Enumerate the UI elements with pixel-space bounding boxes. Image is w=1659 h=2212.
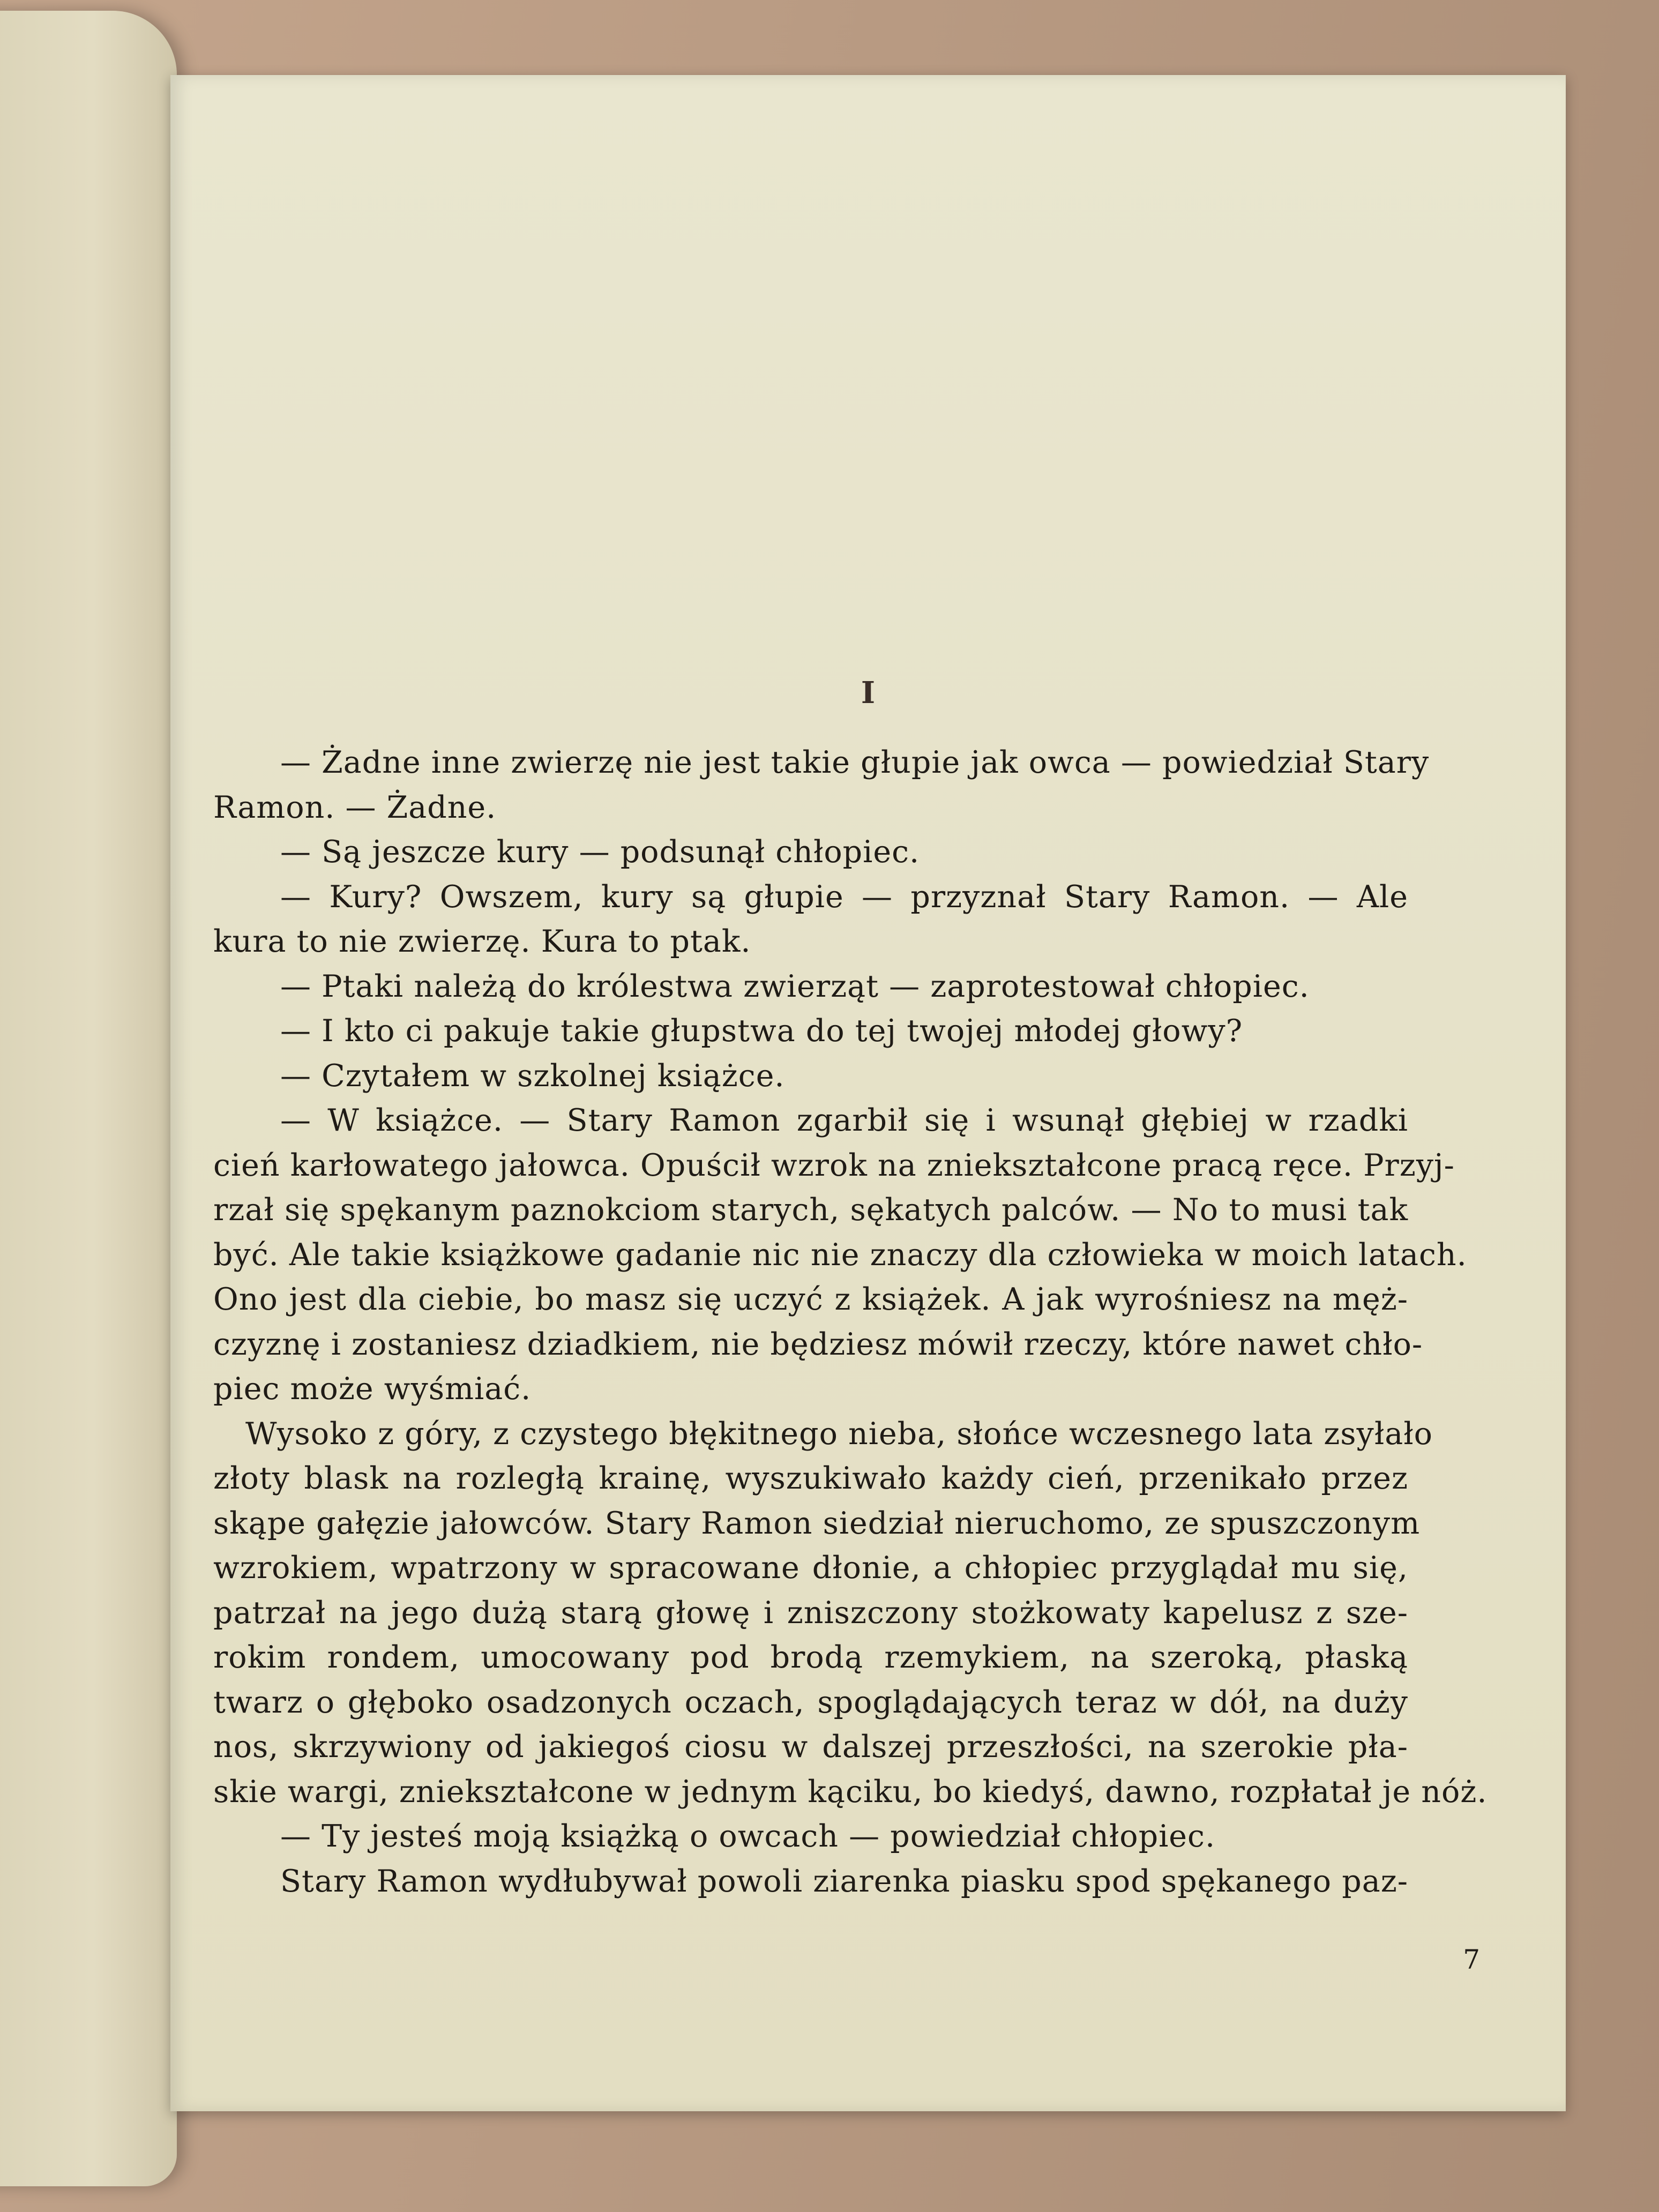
- text-line: patrzał na jego dużą starą głowę i zniszczony stożkowaty kapelusz z sze-: [213, 1595, 1408, 1631]
- text-line: — Ptaki należą do królestwa zwierząt — zaprotestował chłopiec.: [280, 968, 1310, 1004]
- text-line: cień karłowatego jałowca. Opuścił wzrok na zniekształcone pracą ręce. Przyj-: [213, 1147, 1455, 1183]
- text-line: — Ty jesteś moją książką o owcach — powiedział chłopiec.: [280, 1819, 1216, 1854]
- text-line: twarz o głęboko osadzonych oczach, spoglądających teraz w dół, na duży: [213, 1684, 1408, 1720]
- page-number: 7: [1463, 1944, 1480, 1975]
- page-text: [213, 741, 1488, 1904]
- text-line: czyznę i zostaniesz dziadkiem, nie będziesz mówił rzeczy, które nawet chło-: [213, 1326, 1423, 1362]
- text-line: Wysoko z góry, z czystego błękitnego nieba, słońce wczesnego lata zsyłało: [245, 1416, 1433, 1452]
- text-line: Ramon. — Żadne.: [213, 789, 497, 825]
- text-line: Stary Ramon wydłubywał powoli ziarenka piasku spod spękanego paz-: [280, 1863, 1408, 1899]
- text-line: rzał się spękanym paznokciom starych, sękatych palców. — No to musi tak: [213, 1192, 1408, 1228]
- text-line: skie wargi, zniekształcone w jednym kąciku, bo kiedyś, dawno, rozpłatał je nóż.: [213, 1774, 1488, 1810]
- text-line: — Kury? Owszem, kury są głupie — przyznał Stary Ramon. — Ale: [280, 879, 1408, 915]
- text-line: — I kto ci pakuje takie głupstwa do tej twojej młodej głowy?: [280, 1013, 1243, 1049]
- text-line: piec może wyśmiać.: [213, 1371, 532, 1407]
- text-line: skąpe gałęzie jałowców. Stary Ramon siedział nieruchomo, ze spuszczonym: [213, 1505, 1421, 1541]
- text-line: — W książce. — Stary Ramon zgarbił się i wsunął głębiej w rzadki: [280, 1103, 1408, 1138]
- text-line: rokim rondem, umocowany pod brodą rzemykiem, na szeroką, płaską: [213, 1640, 1408, 1675]
- text-line: wzrokiem, wpatrzony w spracowane dłonie, a chłopiec przyglądał mu się,: [213, 1550, 1408, 1586]
- text-line: — Żadne inne zwierzę nie jest takie głupie jak owca — powiedział Stary: [280, 745, 1430, 780]
- text-line: być. Ale takie książkowe gadanie nic nie znaczy dla człowieka w moich latach.: [213, 1237, 1467, 1273]
- chapter-heading: I: [861, 675, 876, 711]
- text-line: — Czytałem w szkolnej książce.: [280, 1058, 785, 1094]
- text-line: nos, skrzywiony od jakiegoś ciosu w dalszej przeszłości, na szerokie pła-: [213, 1729, 1408, 1765]
- text-line: złoty blask na rozległą krainę, wyszukiwało każdy cień, przenikało przez: [213, 1461, 1408, 1496]
- left-page-edge: [0, 11, 177, 2186]
- text-line: — Są jeszcze kury — podsunął chłopiec.: [280, 834, 920, 870]
- text-line: kura to nie zwierzę. Kura to ptak.: [213, 924, 751, 959]
- text-line: Ono jest dla ciebie, bo masz się uczyć z książek. A jak wyrośniesz na męż-: [213, 1282, 1408, 1317]
- book-page: [170, 75, 1566, 2111]
